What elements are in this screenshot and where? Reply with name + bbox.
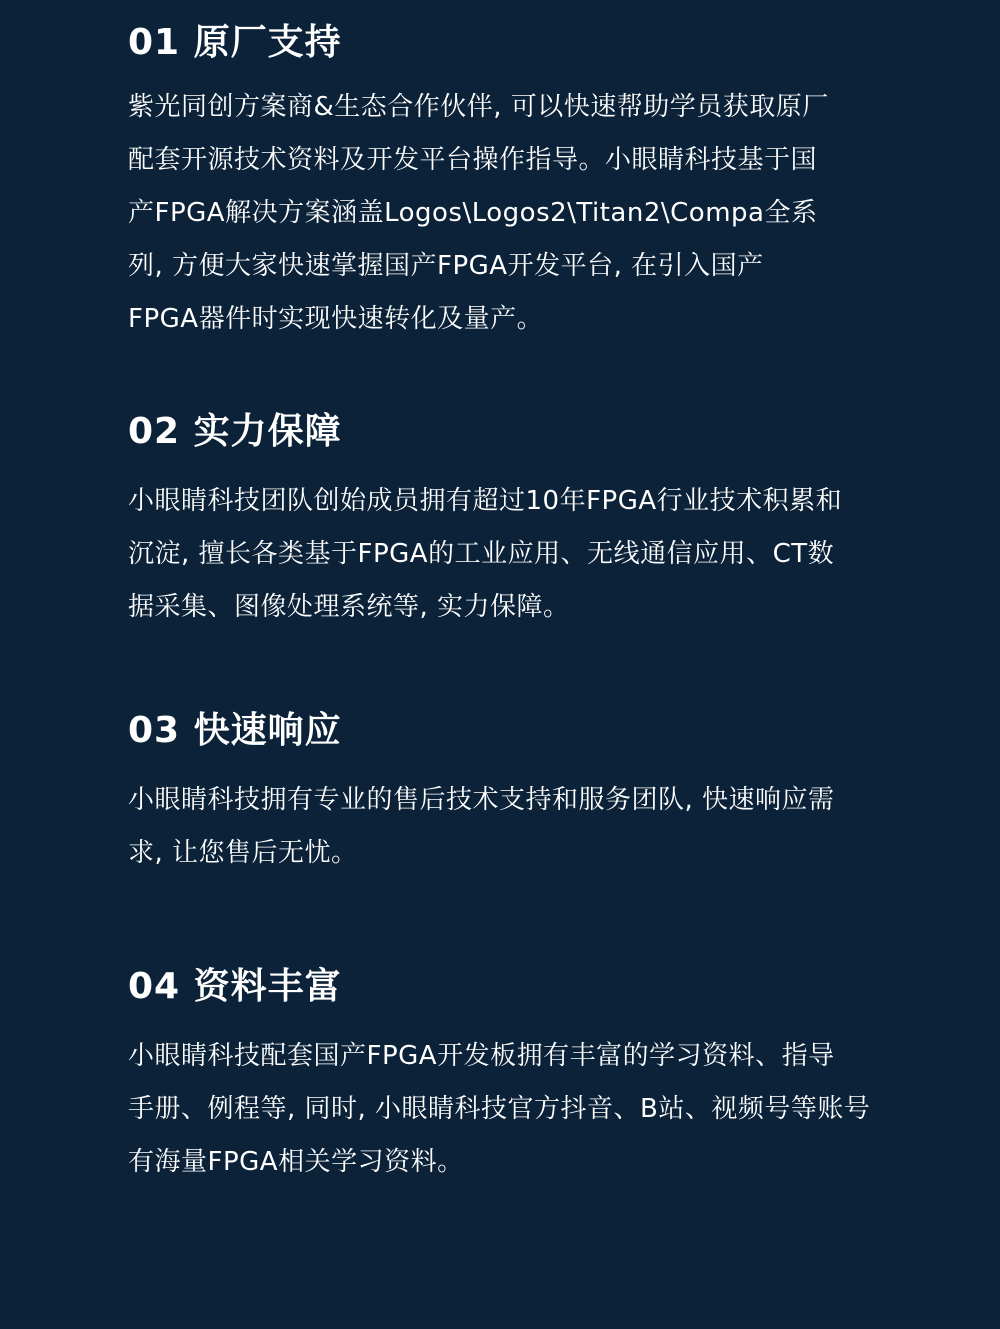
body-line: 配套开源技术资料及开发平台操作指导。小眼睛科技基于国 (128, 145, 818, 175)
section-rich-resources (128, 964, 918, 1189)
body-line: 沉淀, 擅长各类基于FPGA的工业应用、无线通信应用、CT数 (128, 539, 835, 569)
body-line: 手册、例程等, 同时, 小眼睛科技官方抖音、B站、视频号等账号 (128, 1094, 871, 1124)
body-line: 产FPGA解决方案涵盖Logos\Logos2\Titan2\Compa全系 (128, 198, 818, 228)
body-line: 求, 让您售后无忧。 (128, 838, 358, 868)
section-heading: 02 实力保障 (128, 411, 342, 452)
body-line: 紫光同创方案商&生态合作伙伴, 可以快速帮助学员获取原厂 (128, 92, 829, 122)
body-line: 小眼睛科技团队创始成员拥有超过10年FPGA行业技术积累和 (128, 486, 843, 516)
section-heading: 04 资料丰富 (128, 966, 342, 1007)
section-body (128, 1030, 918, 1189)
section-heading: 01 原厂支持 (128, 22, 342, 63)
section-body (128, 81, 918, 346)
body-line: 有海量FPGA相关学习资料。 (128, 1147, 464, 1177)
body-line: FPGA器件时实现快速转化及量产。 (128, 304, 544, 334)
body-line: 小眼睛科技配套国产FPGA开发板拥有丰富的学习资料、指导 (128, 1041, 835, 1071)
section-heading: 03 快速响应 (128, 710, 342, 751)
section-strength-guarantee (128, 409, 918, 634)
body-line: 小眼睛科技拥有专业的售后技术支持和服务团队, 快速响应需 (128, 785, 835, 815)
section-body (128, 475, 918, 634)
section-body (128, 774, 918, 880)
body-line: 据采集、图像处理系统等, 实力保障。 (128, 592, 570, 622)
body-line: 列, 方便大家快速掌握国产FPGA开发平台, 在引入国产 (128, 251, 764, 281)
section-fast-response (128, 708, 918, 880)
section-original-support (128, 20, 918, 346)
